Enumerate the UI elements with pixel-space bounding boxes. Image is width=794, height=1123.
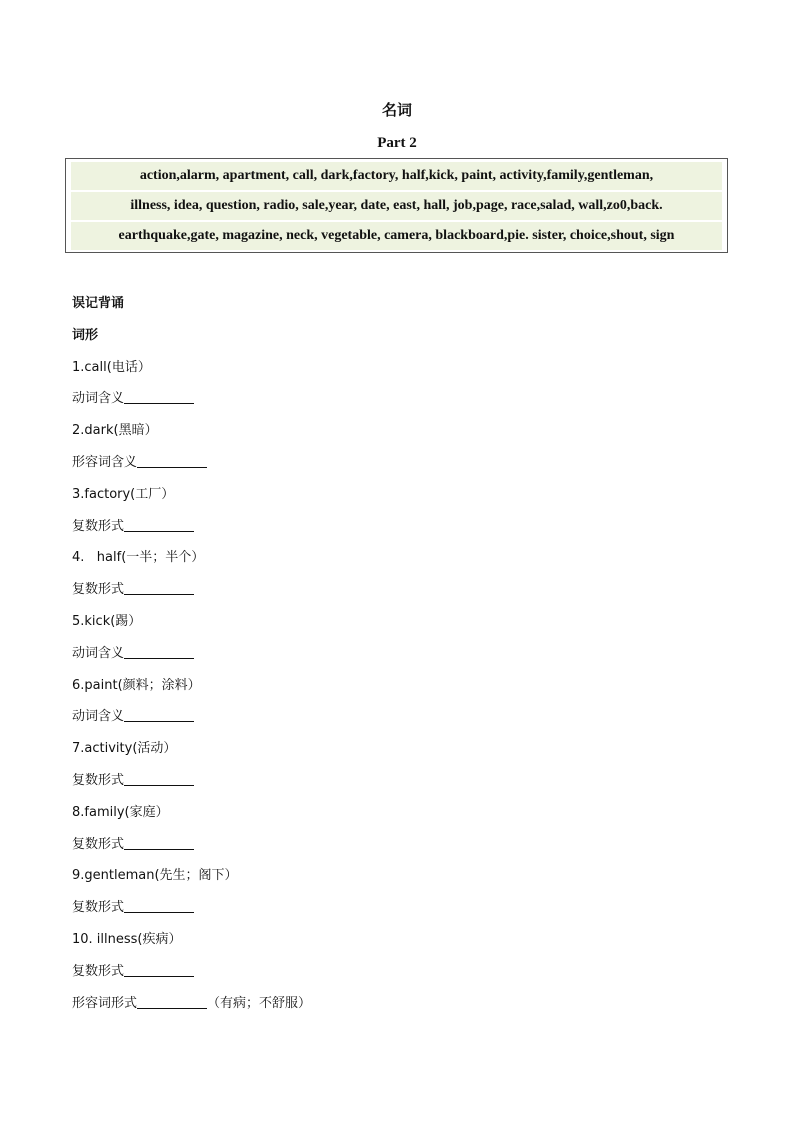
answer-blank[interactable] (124, 962, 194, 977)
answer-line (72, 956, 752, 988)
subsection-title: 词形 (72, 327, 99, 343)
answer-line (72, 765, 752, 797)
word-row: action,alarm, apartment, call, dark,factory, half,kick, paint, activity,family,gentleman, (71, 162, 722, 190)
answer-blank[interactable] (124, 644, 194, 659)
item-prompt: 7.activity(活动） (72, 741, 177, 757)
answer-line (72, 638, 752, 670)
exercise-section (72, 288, 752, 1019)
answer-line (72, 892, 752, 924)
answer-hint: （有病；不舒服） (207, 995, 312, 1011)
answer-blank[interactable] (124, 517, 194, 532)
answer-blank[interactable] (124, 898, 194, 913)
answer-label: 动词含义 (72, 391, 125, 407)
item-prompt: 3.factory(工厂） (72, 486, 175, 502)
answer-label: 动词含义 (72, 709, 125, 725)
item-prompt: 4. half(一半；半个） (72, 550, 205, 566)
answer-line (72, 447, 752, 479)
item-prompt: 1.call(电话） (72, 359, 151, 375)
section-title: 误记背诵 (72, 296, 125, 311)
answer-blank[interactable] (124, 707, 194, 722)
answer-label: 复数形式 (72, 963, 125, 979)
answer-blank[interactable] (137, 994, 207, 1009)
word-list-box (65, 158, 728, 253)
item-prompt: 9.gentleman(先生；阁下） (72, 868, 238, 884)
answer-blank[interactable] (124, 389, 194, 404)
item-prompt: 2.dark(黑暗） (72, 423, 158, 439)
answer-label: 形容词含义 (72, 454, 138, 470)
word-row: illness, idea, question, radio, sale,year, date, east, hall, job,page, race,salad, wall,zo0,back. (71, 192, 722, 220)
answer-line (72, 383, 752, 415)
answer-blank[interactable] (137, 453, 207, 468)
answer-label: 复数形式 (72, 900, 125, 916)
answer-label: 复数形式 (72, 582, 125, 598)
answer-label: 动词含义 (72, 645, 125, 661)
answer-line (72, 574, 752, 606)
answer-line (72, 829, 752, 861)
answer-label: 复数形式 (72, 836, 125, 852)
answer-label: 复数形式 (72, 772, 125, 788)
answer-label: 复数形式 (72, 518, 125, 534)
item-prompt: 10. illness(疾病） (72, 931, 182, 947)
answer-blank[interactable] (124, 580, 194, 595)
item-prompt: 6.paint(颜料；涂料） (72, 677, 201, 693)
answer-blank[interactable] (124, 835, 194, 850)
answer-line (72, 701, 752, 733)
part-label: Part 2 (377, 135, 417, 151)
answer-line (72, 511, 752, 543)
item-prompt: 8.family(家庭） (72, 804, 169, 820)
item-prompt: 5.kick(踢） (72, 613, 142, 629)
answer-blank[interactable] (124, 771, 194, 786)
answer-label: 形容词形式 (72, 995, 138, 1011)
word-row: earthquake,gate, magazine, neck, vegetable, camera, blackboard,pie. sister, choice,shout, sign (71, 222, 722, 250)
page-title: 名词 (381, 101, 412, 119)
answer-line (72, 988, 752, 1020)
